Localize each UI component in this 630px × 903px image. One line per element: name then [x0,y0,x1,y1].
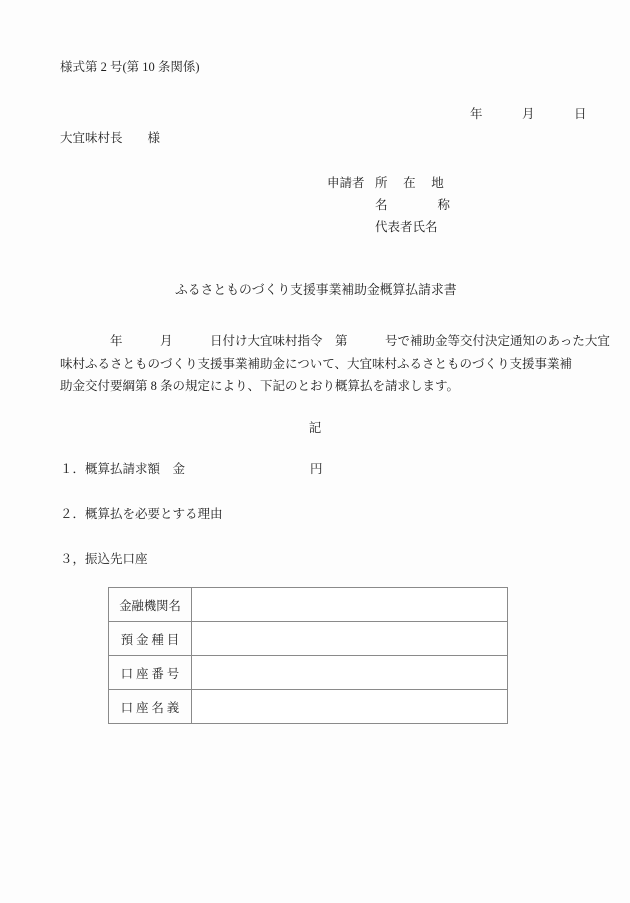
table-row [109,622,508,656]
bank-label-institution: 金融機関名 [109,588,192,622]
bank-value-institution[interactable] [192,588,508,622]
item-1-unit: 円 [310,462,323,476]
table-row [109,588,508,622]
bank-label-deposit-type: 預 金 種 目 [109,622,192,656]
bank-value-account-number[interactable] [192,656,508,690]
table-row [109,690,508,724]
body-line-1: 年 月 日付け大宜味村指令 第 号で補助金等交付決定通知のあった大宜 [60,334,610,348]
form-number: 様式第 2 号(第 10 条関係) [60,60,200,74]
bank-value-deposit-type[interactable] [192,622,508,656]
bank-table-body [109,588,508,724]
date-line: 年 月 日 [470,107,588,121]
ki-marker: 記 [308,421,322,435]
item-3: ３，振込先口座 [60,552,148,566]
item-2: ２．概算払を必要とする理由 [60,507,223,521]
applicant-address-label: 所 在 地 [375,176,444,190]
applicant-representative-label: 代表者氏名 [375,220,438,234]
applicant-name-label: 名 称 [375,198,451,212]
body-paragraph [60,330,610,398]
document-title: ふるさとものづくり支援事業補助金概算払請求書 [175,283,457,297]
item-1-label: １．概算払請求額 金 [60,462,186,476]
applicant-block [327,172,450,238]
bank-label-account-holder: 口 座 名 義 [109,690,192,724]
applicant-row-representative [327,216,450,238]
body-line-3: 助金交付要綱第 8 条の規定により、下記のとおり概算払を請求します。 [60,379,460,393]
bank-value-account-holder[interactable] [192,690,508,724]
item-1 [60,463,323,476]
addressee-line: 大宜味村長 様 [60,131,161,145]
body-line-2: 味村ふるさとものづくり支援事業補助金について、大宜味村ふるさとものづくり支援事業補 [60,356,573,371]
bank-label-account-number: 口 座 番 号 [109,656,192,690]
applicant-row-address [327,172,450,194]
applicant-row-name [327,194,450,216]
table-row [109,656,508,690]
bank-account-table [108,587,508,724]
applicant-lead-label: 申請者 [327,176,365,190]
